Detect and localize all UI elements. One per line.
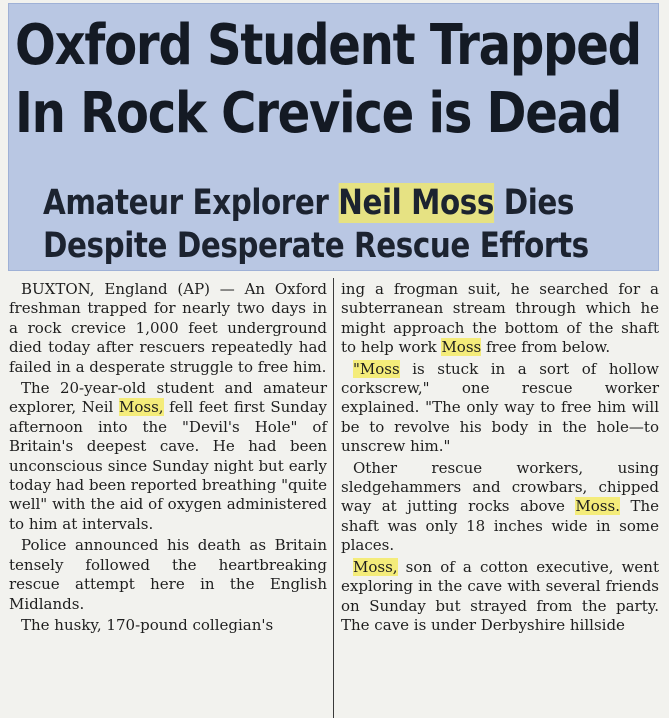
article-column-right <box>341 280 659 637</box>
paragraph-background <box>341 558 659 636</box>
paragraph-3: Police announced his death as Britain tensely followed the heartbreaking rescue attempt here in the English Midlands. <box>9 536 327 613</box>
rescue-text-b: The shaft was only 18 inches wide in some places. <box>341 497 659 555</box>
subheadline <box>43 182 589 268</box>
paragraph-2-text-b: fell feet first Sunday afternoon into the "Devil's Hole" of Britain's deepest cave. He had been unconscious since Sunday night but early today had been reported breathing "quite well" with the aid of oxygen administered to him at intervals. <box>9 398 327 533</box>
name-highlight: Moss, <box>353 557 398 576</box>
name-highlight: Moss, <box>118 398 164 417</box>
headline-line-1: Oxford Student Trapped <box>15 13 641 78</box>
article-column-left <box>9 280 327 637</box>
continuation-text-b: free from below. <box>481 338 611 357</box>
paragraph-quote <box>341 360 659 457</box>
paragraph-2 <box>9 379 327 534</box>
headline-block <box>8 3 659 271</box>
background-text: son of a cotton executive, went exploring in the cave with several friends on Sunday but strayed from the party. The cave is under Derbyshire hillside <box>341 557 659 634</box>
paragraph-continuation <box>341 280 659 358</box>
quote-text: is stuck in a sort of hollow corkscrew," one rescue worker explained. "The only way to free him will be to revolve his body in the hole—to unscrew him." <box>341 359 659 456</box>
subhead-part-2: Dies <box>493 183 574 223</box>
name-highlight: Moss <box>441 338 482 357</box>
headline-line-2: In Rock Crevice is Dead <box>15 81 622 146</box>
subhead-part-1: Amateur Explorer <box>43 183 339 223</box>
subhead-line-2: Despite Desperate Rescue Efforts <box>43 226 589 266</box>
headline <box>15 12 641 148</box>
name-highlight: Moss. <box>575 497 620 516</box>
paragraph-dateline: BUXTON, England (AP) — An Oxford freshman trapped for nearly two days in a rock crevice 1,000 feet underground died today after rescuers repeatedly had failed in a desperate struggle to free him. <box>9 280 327 376</box>
subhead-name-highlight: Neil Moss <box>338 183 494 223</box>
paragraph-2-text-a: The 20-year-old student and amateur explorer, Neil <box>9 379 327 417</box>
column-divider <box>333 278 334 718</box>
continuation-text-a: ing a frogman suit, he searched for a subterranean stream through which he might approach the bottom of the shaft to help work <box>341 280 659 357</box>
rescue-text-a: Other rescue workers, using sledgehammers and crowbars, chipped way at jutting rocks above <box>341 458 659 516</box>
paragraph-rescue <box>341 459 659 556</box>
paragraph-4: The husky, 170-pound collegian's <box>21 615 274 634</box>
name-highlight: "Moss <box>353 359 400 378</box>
